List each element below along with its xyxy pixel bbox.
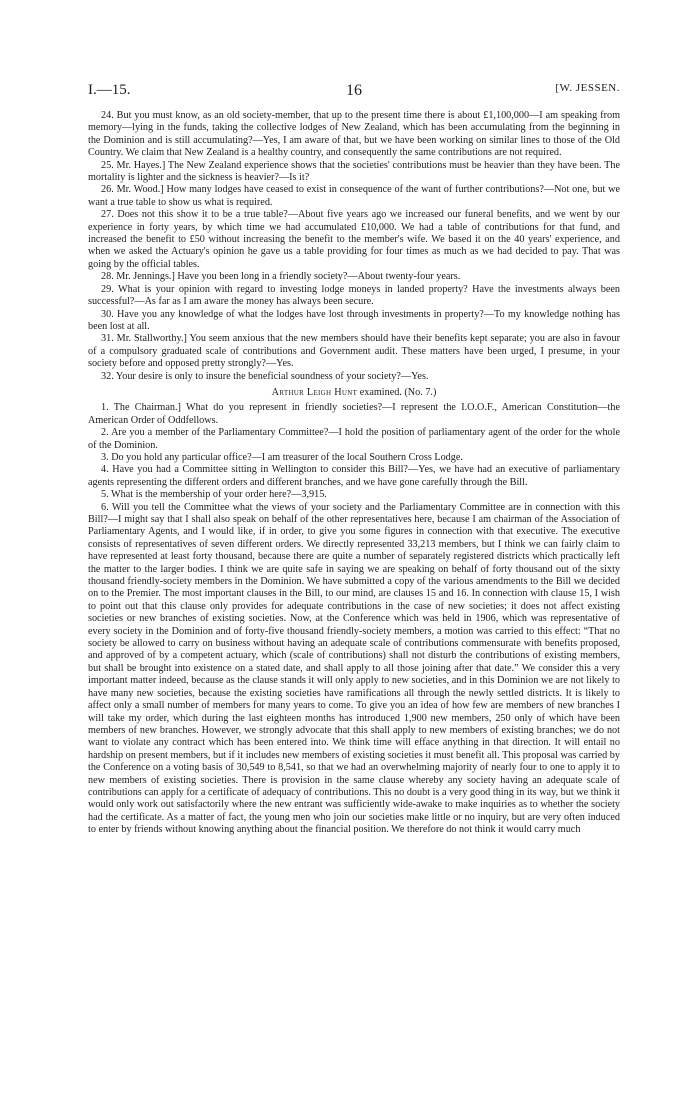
witness-heading [88, 387, 620, 399]
page-header [88, 82, 620, 102]
paragraph-5: 5. What is the membership of your order here?—3,915. [101, 489, 327, 501]
paragraph-27: 27. Does not this show it to be a true table?—About five years ago we increased our funeral benefits, and we went by our experience in forty years, by which time we had accumulated £10,000. We had a table of contributions for that fund, and increased the benefit to £50 without increasing the benefit to the member's wife. We based it on the 40 years' experience, and when we asked the Actuary's opinion he gave us a table providing for four times as much as we had decided to pay. That was going by the official tables. [88, 209, 620, 270]
paragraph-29: 29. What is your opinion with regard to investing lodge moneys in landed property? Have the investments always been successful?—As far as I am aware the money has always been secure. [88, 283, 620, 308]
paragraph-26: 26. Mr. Wood.] How many lodges have ceased to exist in consequence of the want of further contributions?—Not one, but we want a true table to show us what is required. [88, 184, 620, 208]
paragraph-1: 1. The Chairman.] What do you represent in friendly societies?—I represent the I.O.O.F., American Constitution—the American Order of Oddfellows. [88, 402, 620, 426]
paragraph-31: 31. Mr. Stallworthy.] You seem anxious that the new members should have their benefits kept separate; you are also in favour of a compulsory graduated scale of contributions and Government audit. These matters have been urged, I presume, in your society before and opposed pretty strongly?—Yes. [88, 333, 620, 370]
paragraph-28: 28. Mr. Jennings.] Have you been long in a friendly society?—About twenty-four years. [101, 271, 461, 283]
page-number: 16 [346, 82, 362, 99]
document-body [88, 110, 620, 837]
witness-heading-rest: examined. (No. 7.) [357, 386, 437, 398]
paragraph-2: 2. Are you a member of the Parliamentary Committee?—I hold the position of parliamentary agent of the order for the whole of the Dominion. [88, 427, 620, 451]
paragraph-6: 6. Will you tell the Committee what the views of your society and the Parliamentary Committee are in connection with this Bill?—I might say that I shall also speak on behalf of the other representatives here, because I am chairman of the Association of Parliamentary Agents, and I would like, if in order, to give you some figures in connection with that executive. The executive consists of representatives of seven different orders. We directly represented 33,213 members, but I think we can fairly claim to have represented at least forty thousand, because there are quite a number of separately registered districts which practically left the matter to the larger bodies. I think we are quite safe in saying we are speaking on behalf of forty thousand out of the sixty thousand friendly-society members in the Dominion. We have submitted a copy of the various amendments to the Bill we decided on to the Premier. The most important clauses in the Bill, to our mind, are clauses 15 and 16. In connection with clause 15, I wish to point out that this clause only provides for adequate contributions in the case of new societies; it does not affect existing societies or new branches of existing societies. Now, at the Conference which was held in 1906, which was representative of every society in the Dominion and of forty-five thousand friendly-society members, a motion was carried to this effect: “That no society be allowed to carry on business without having an adequate scale of contributions commensurate with benefits proposed, and approved of by a competent actuary, which (scale of contributions) shall not disturb the contributions of existing members, but shall be brought into existence on a stated date, and shall apply to all those joining after that date.” We consider this a very important matter indeed, because as the clause stands it will only apply to new societies, and in this Dominion we are not likely to have many new societies, because the existing societies have ramifications all through the newly settled districts. It is likely to affect only a small number of members for many years to come. To give you an idea of how few are members of new branches I will take my order, which during the last eighteen months has introduced 1,900 new members, 250 only of which have been members of new branches. However, we strongly advocate that this shall apply to new members of existing branches; we do not want to violate any contract which has been entered into. We think time will efface anything in that direction. It will entail no hardship on present members, but if it includes new members of existing societies it must benefit all. This proposal was carried by the Conference on a voting basis of 30,549 to 8,541, so that we had an overwhelming majority of nearly four to one to apply it to new members of existing societies. There is provision in the same clause whereby any society having an adequate scale of contributions can apply for a certificate of adequacy of contributions. This no doubt is a very good thing in its way, but we think it would only work out satisfactorily where the new entrant was sufficiently wide-awake to make inquiries as to whether the society had the certificate. As a matter of fact, the young men who join our societies make little or no inquiry, but are very often induced to enter by friends without knowing anything about the financial position. We therefore do not think it would carry much [88, 501, 620, 836]
paragraph-32: 32. Your desire is only to insure the beneficial soundness of your society?—Yes. [101, 370, 429, 382]
paragraph-24: 24. But you must know, as an old society-member, that up to the present time there is about £1,100,000—I am speaking from memory—lying in the funds, taking the collective lodges of New Zealand, which has been accumulating from the beginning in the Dominion and is still accumulating?—Yes, I am aware of that, but we have been working on similar lines to those of the Old Country. We claim that New Zealand is a healthy country, and consequently the same contributions are not required. [88, 110, 620, 159]
paper-reference: I.—15. [88, 82, 131, 98]
paragraph-30: 30. Have you any knowledge of what the lodges have lost through investments in property?—To my knowledge nothing has been lost at all. [88, 308, 620, 332]
paragraph-3: 3. Do you hold any particular office?—I am treasurer of the local Southern Cross Lodge. [101, 451, 463, 463]
paragraph-4: 4. Have you had a Committee sitting in Wellington to consider this Bill?—Yes, we have had an executive of parliamentary agents representing the different orders and different branches, and we have gone carefully through the Bill. [88, 464, 620, 488]
paragraph-25: 25. Mr. Hayes.] The New Zealand experience shows that the societies' contributions must be heavier than they have been. The mortality is lighter and the sickness is heavier?—Is it? [88, 159, 620, 184]
witness-name: Arthur Leigh Hunt [271, 386, 358, 398]
witness-name-header: [W. JESSEN. [555, 82, 620, 94]
